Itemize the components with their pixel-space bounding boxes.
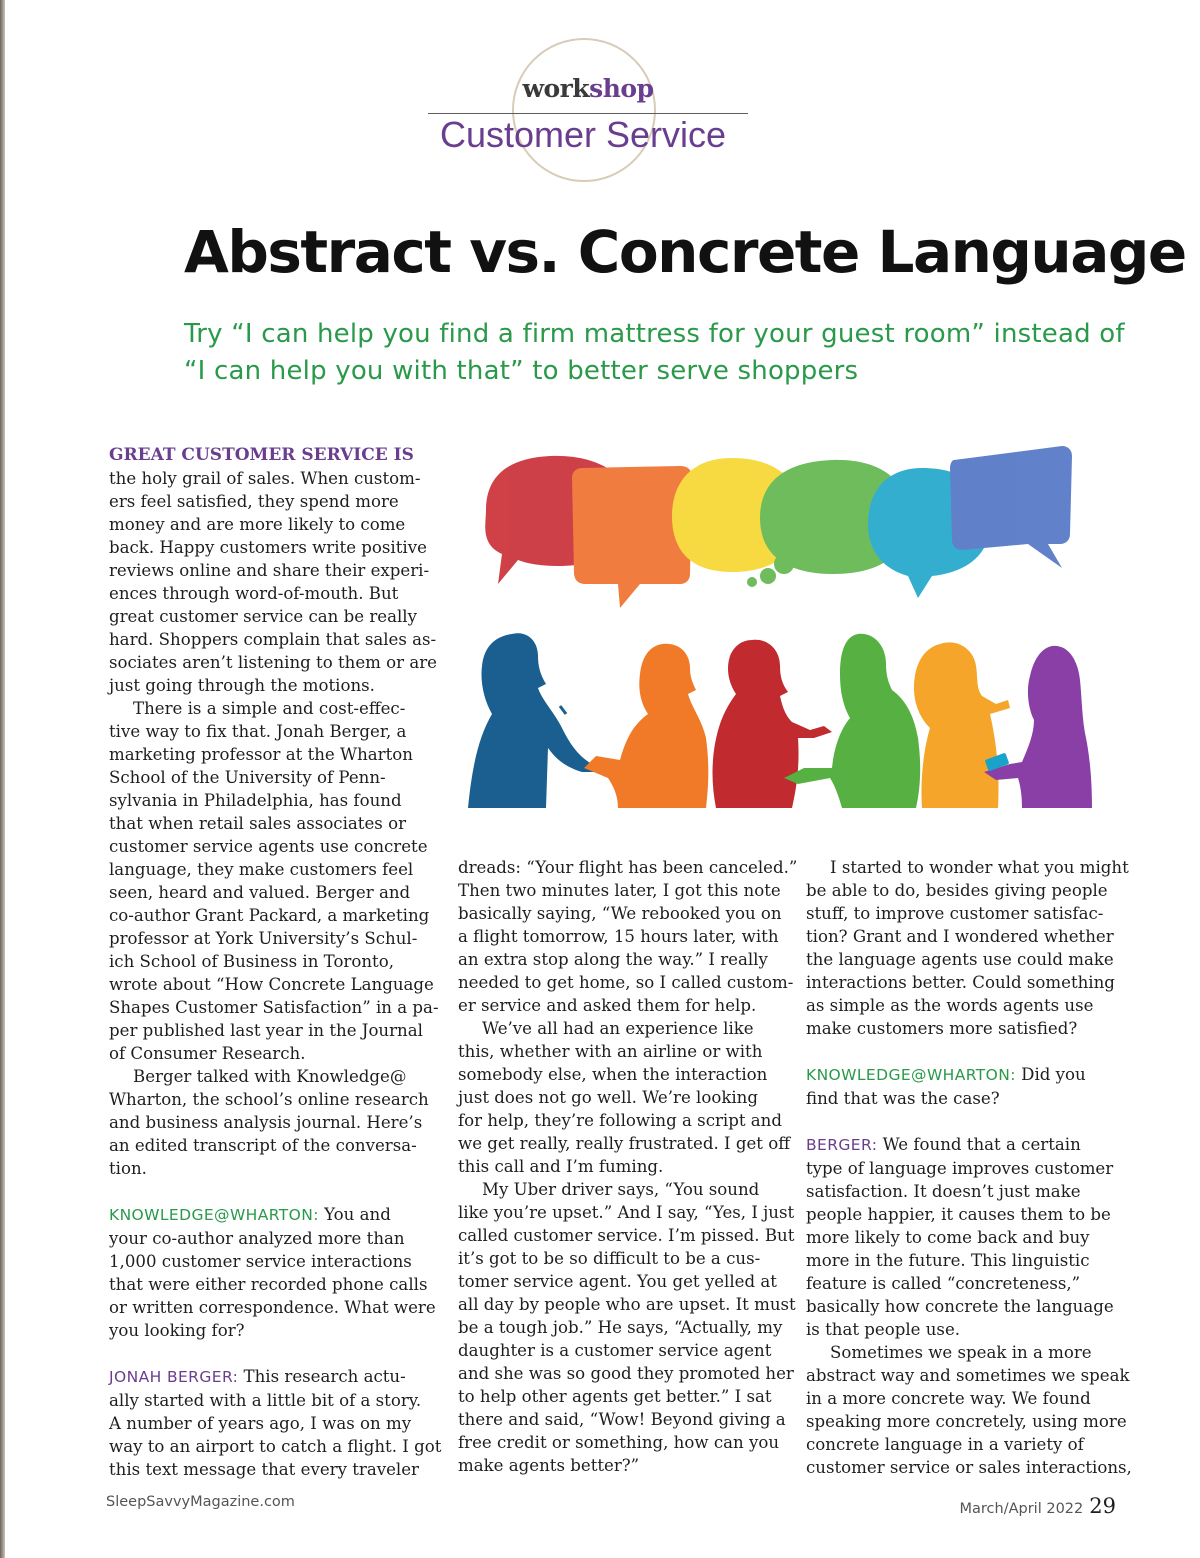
body-text: an extra stop along the way.” I really (458, 950, 768, 969)
body-text-line (806, 948, 1126, 971)
body-text: hard. Shoppers complain that sales as- (109, 630, 437, 649)
paragraph-gap (806, 1040, 1126, 1063)
body-text-line (109, 766, 429, 789)
body-text: We found that a certain (877, 1135, 1081, 1154)
body-text-line (109, 720, 429, 743)
body-text-line (458, 1316, 783, 1339)
body-text: in a more concrete way. We found (806, 1389, 1091, 1408)
body-text-line (806, 1410, 1126, 1433)
body-text-line (458, 1362, 794, 1385)
page-edge (0, 0, 5, 1558)
body-text: the language agents use could make (806, 950, 1114, 969)
page-number: 29 (1089, 1494, 1116, 1518)
body-text: per published last year in the Journal (109, 1021, 423, 1040)
person-silhouette-blue (468, 633, 598, 808)
body-text-line (458, 1040, 778, 1063)
body-text-line (806, 1341, 1126, 1364)
speaker-label: KNOWLEDGE@WHARTON: (806, 1066, 1016, 1084)
body-text-line (109, 927, 429, 950)
body-text-line (806, 1295, 1126, 1318)
body-text: abstract way and sometimes we speak (806, 1366, 1130, 1385)
body-text: I started to wonder what you might (830, 858, 1129, 877)
body-text: great customer service can be really (109, 607, 417, 626)
body-text-line (109, 674, 429, 697)
body-text: as simple as the words agents use (806, 996, 1094, 1015)
body-text: you looking for? (109, 1321, 245, 1340)
body-text: professor at York University’s Schul- (109, 929, 418, 948)
body-text: seen, heard and valued. Berger and (109, 883, 411, 902)
body-text: tion? Grant and I wondered whether (806, 927, 1114, 946)
footer-website: SleepSavvyMagazine.com (106, 1494, 295, 1510)
body-text: Then two minutes later, I got this note (458, 881, 781, 900)
body-text: feature is called “concreteness,” (806, 1274, 1081, 1293)
body-text: find that was the case? (806, 1089, 1000, 1108)
body-text-line (806, 1387, 1126, 1410)
body-text-line (458, 856, 798, 879)
body-text: co-author Grant Packard, a marketing (109, 906, 430, 925)
body-text: sylvania in Philadelphia, has found (109, 791, 402, 810)
person-silhouette-yellow (914, 642, 1010, 808)
body-text: that when retail sales associates or (109, 814, 407, 833)
body-text: of Consumer Research. (109, 1044, 306, 1063)
body-text-line (458, 1247, 778, 1270)
body-text-line (458, 1431, 778, 1454)
body-text-line (458, 1086, 778, 1109)
body-text: reviews online and share their experi- (109, 561, 430, 580)
body-text-line (109, 1389, 429, 1412)
body-text: There is a simple and cost-effec- (133, 699, 406, 718)
body-text-line (109, 1227, 429, 1250)
body-text: concrete language in a variety of (806, 1435, 1084, 1454)
issue-date: March/April 2022 (959, 1501, 1084, 1517)
body-text: somebody else, when the interaction (458, 1065, 768, 1084)
body-text-line (458, 1132, 790, 1155)
bubble-orange (572, 466, 692, 608)
people-silhouettes (468, 633, 1092, 808)
body-text-line (109, 1365, 429, 1389)
article-title: Abstract vs. Concrete Language (184, 218, 1186, 286)
body-text: tion. (109, 1159, 147, 1178)
body-text-line (109, 950, 429, 973)
body-text-line (806, 902, 1126, 925)
body-text: tomer service agent. You get yelled at (458, 1272, 777, 1291)
body-text: this text message that every traveler (109, 1460, 419, 1479)
body-text: be a tough job.” He says, “Actually, my (458, 1318, 783, 1337)
body-text: A number of years ago, I was on my (109, 1414, 412, 1433)
body-text-line (458, 1201, 795, 1224)
body-text-line (109, 1042, 429, 1065)
body-text: and business analysis journal. Here’s (109, 1113, 423, 1132)
bubble-green-dot (774, 554, 794, 574)
body-text: the holy grail of sales. When custom- (109, 469, 421, 488)
body-text-line (109, 1203, 429, 1227)
body-text: be able to do, besides giving people (806, 881, 1108, 900)
body-text-line (806, 1249, 1126, 1272)
body-text-line (806, 925, 1126, 948)
body-text-line (109, 651, 437, 674)
body-text: for help, they’re following a script and (458, 1111, 782, 1130)
section-name: Customer Service (439, 114, 727, 155)
body-text-line (458, 1224, 795, 1247)
body-text: this, whether with an airline or with (458, 1042, 763, 1061)
body-text-line (109, 835, 429, 858)
body-text: just does not go well. We’re looking (458, 1088, 758, 1107)
footer-issue (940, 1494, 1116, 1518)
pen-stroke (560, 706, 566, 714)
body-text: type of language improves customer (806, 1159, 1114, 1178)
body-text-line (109, 490, 429, 513)
body-text-line (806, 879, 1126, 902)
body-text-line (806, 1433, 1126, 1456)
body-text: that were either recorded phone calls (109, 1275, 428, 1294)
body-text-line (806, 1017, 1126, 1040)
body-text: Sometimes we speak in a more (830, 1343, 1092, 1362)
body-text: money and are more likely to come (109, 515, 406, 534)
body-text-line (109, 1435, 442, 1458)
body-text: more in the future. This linguistic (806, 1251, 1090, 1270)
body-text-line (806, 1318, 1126, 1341)
body-text-line (109, 467, 429, 490)
body-text-line (109, 973, 434, 996)
body-text: it’s got to be so difficult to be a cus- (458, 1249, 761, 1268)
kicker-work: work (522, 74, 590, 103)
body-text-line (458, 1270, 778, 1293)
body-text-line (109, 1019, 429, 1042)
body-text-line (109, 1250, 429, 1273)
body-text: sociates aren’t listening to them or are (109, 653, 437, 672)
body-text-line (806, 1157, 1126, 1180)
body-text-line (109, 1412, 429, 1435)
body-text-line (109, 904, 429, 927)
body-text: called customer service. I’m pissed. But (458, 1226, 795, 1245)
body-text: people happier, it causes them to be (806, 1205, 1111, 1224)
body-text-line (109, 743, 429, 766)
body-text: Berger talked with Knowledge@ (133, 1067, 407, 1086)
body-text-line (109, 1157, 429, 1180)
body-text-line (806, 1063, 1126, 1087)
body-text: an edited transcript of the conversa- (109, 1136, 417, 1155)
speaker-label: BERGER: (806, 1136, 878, 1154)
body-text-line (806, 1364, 1130, 1387)
body-text-line (806, 1456, 1132, 1479)
body-text: a flight tomorrow, 15 hours later, with (458, 927, 779, 946)
body-text: daughter is a customer service agent (458, 1341, 772, 1360)
body-text-line (458, 902, 782, 925)
body-text: dreads: “Your flight has been canceled.” (458, 858, 798, 877)
section-emblem-circle (512, 38, 656, 182)
kicker-shop: shop (589, 74, 654, 103)
body-text: ers feel satisfied, they spend more (109, 492, 399, 511)
body-text: is that people use. (806, 1320, 961, 1339)
body-text: Did you (1015, 1065, 1086, 1084)
body-text-line (806, 1272, 1126, 1295)
body-text-line (458, 994, 778, 1017)
body-text: to help other agents get better.” I sat (458, 1387, 772, 1406)
body-text: basically saying, “We rebooked you on (458, 904, 782, 923)
deck-line: Try “I can help you find a firm mattress for your guest room” instead of (184, 319, 1125, 349)
body-text: Shapes Customer Satisfaction” in a pa- (109, 998, 439, 1017)
body-text-line (458, 971, 794, 994)
body-text-line (806, 1226, 1126, 1249)
body-text-line (458, 879, 781, 902)
paragraph-gap (109, 1180, 429, 1203)
body-text: stuff, to improve customer satisfac- (806, 904, 1104, 923)
body-text: and she was so good they promoted her (458, 1364, 794, 1383)
body-text-line (458, 1408, 786, 1431)
body-text-line (458, 1339, 778, 1362)
speech-bubbles (485, 446, 1072, 608)
body-text-line (109, 536, 429, 559)
body-text-line (458, 925, 778, 948)
speaker-label: KNOWLEDGE@WHARTON: (109, 1206, 319, 1224)
body-text-line (109, 1065, 429, 1088)
body-text: back. Happy customers write positive (109, 538, 427, 557)
body-text-line (109, 697, 429, 720)
body-text-line (458, 1178, 778, 1201)
body-text-line (109, 996, 439, 1019)
body-text-line (458, 948, 778, 971)
body-text: or written correspondence. What were (109, 1298, 436, 1317)
body-text: more likely to come back and buy (806, 1228, 1090, 1247)
person-silhouette-orange (584, 644, 708, 808)
body-text-line (109, 789, 429, 812)
body-text-line (458, 1454, 778, 1477)
body-text-line (109, 513, 429, 536)
article-deck (184, 316, 1134, 390)
body-text: marketing professor at the Wharton (109, 745, 413, 764)
body-text: free credit or something, how can you (458, 1433, 780, 1452)
body-text: there and said, “Wow! Beyond giving a (458, 1410, 786, 1429)
body-text-line (806, 994, 1126, 1017)
body-text-line (458, 1109, 782, 1132)
article-column-1 (109, 443, 442, 1481)
body-text: tive way to fix that. Jonah Berger, a (109, 722, 407, 741)
body-text: make customers more satisfied? (806, 1019, 1078, 1038)
speaker-label: JONAH BERGER: (109, 1368, 239, 1386)
body-text-line (806, 1087, 1126, 1110)
body-text-line (109, 559, 429, 582)
lead-in: GREAT CUSTOMER SERVICE IS (109, 445, 414, 465)
person-silhouette-green (784, 634, 920, 808)
body-text-line (458, 1063, 778, 1086)
paragraph-gap (109, 1342, 429, 1365)
body-text-line (806, 971, 1126, 994)
body-text: Wharton, the school’s online research (109, 1090, 429, 1109)
body-text-line (806, 1203, 1126, 1226)
body-text: This research actu- (238, 1367, 406, 1386)
body-text-line (109, 1273, 429, 1296)
body-text-line (458, 1017, 778, 1040)
body-text: like you’re upset.” And I say, “Yes, I just (458, 1203, 795, 1222)
body-text: School of the University of Penn- (109, 768, 386, 787)
body-text: wrote about “How Concrete Language (109, 975, 434, 994)
body-text-line (109, 812, 429, 835)
body-text: speaking more concretely, using more (806, 1412, 1127, 1431)
body-text: needed to get home, so I called custom- (458, 973, 794, 992)
bubble-green-dot (747, 577, 757, 587)
body-text: make agents better?” (458, 1456, 640, 1475)
article-column-2 (458, 856, 798, 1477)
body-text: satisfaction. It doesn’t just make (806, 1182, 1081, 1201)
body-text: ich School of Business in Toronto, (109, 952, 394, 971)
speech-bubbles-illustration (462, 438, 1092, 808)
body-text-line (109, 1134, 429, 1157)
body-text-line (806, 1133, 1126, 1157)
body-text: customer service or sales interactions, (806, 1458, 1132, 1477)
body-text-line (458, 1293, 796, 1316)
bubble-green-dot (760, 568, 776, 584)
body-text: My Uber driver says, “You sound (482, 1180, 760, 1199)
paragraph-gap (806, 1110, 1126, 1133)
body-text-line (109, 881, 429, 904)
body-text: all day by people who are upset. It must (458, 1295, 796, 1314)
body-text-line (109, 605, 429, 628)
body-text-line (109, 1319, 429, 1342)
body-text-line (458, 1385, 778, 1408)
person-silhouette-purple (984, 646, 1092, 808)
body-text: ally started with a little bit of a story. (109, 1391, 422, 1410)
body-text-line (109, 1111, 429, 1134)
body-text: er service and asked them for help. (458, 996, 757, 1015)
body-text-line (109, 1296, 436, 1319)
body-text-line (806, 1180, 1126, 1203)
body-text: 1,000 customer service interactions (109, 1252, 412, 1271)
body-text: just going through the motions. (109, 676, 375, 695)
body-text-line (109, 1458, 429, 1481)
body-text-line (109, 443, 429, 467)
body-text: way to an airport to catch a flight. I got (109, 1437, 442, 1456)
article-column-3 (806, 856, 1132, 1479)
body-text: customer service agents use concrete (109, 837, 428, 856)
body-text-line (109, 858, 429, 881)
deck-line: “I can help you with that” to better serve shoppers (184, 356, 859, 386)
body-text: You and (318, 1205, 391, 1224)
body-text-line (109, 582, 429, 605)
body-text: we get really, really frustrated. I get off (458, 1134, 790, 1153)
body-text: ences through word-of-mouth. But (109, 584, 399, 603)
body-text-line (109, 628, 437, 651)
body-text: We’ve all had an experience like (482, 1019, 754, 1038)
person-silhouette-red (713, 640, 832, 808)
body-text: basically how concrete the language (806, 1297, 1114, 1316)
body-text: interactions better. Could something (806, 973, 1115, 992)
body-text-line (458, 1155, 778, 1178)
body-text: this call and I’m fuming. (458, 1157, 664, 1176)
body-text-line (806, 856, 1129, 879)
section-kicker (428, 74, 748, 103)
body-text: language, they make customers feel (109, 860, 414, 879)
body-text: your co-author analyzed more than (109, 1229, 405, 1248)
body-text-line (109, 1088, 429, 1111)
